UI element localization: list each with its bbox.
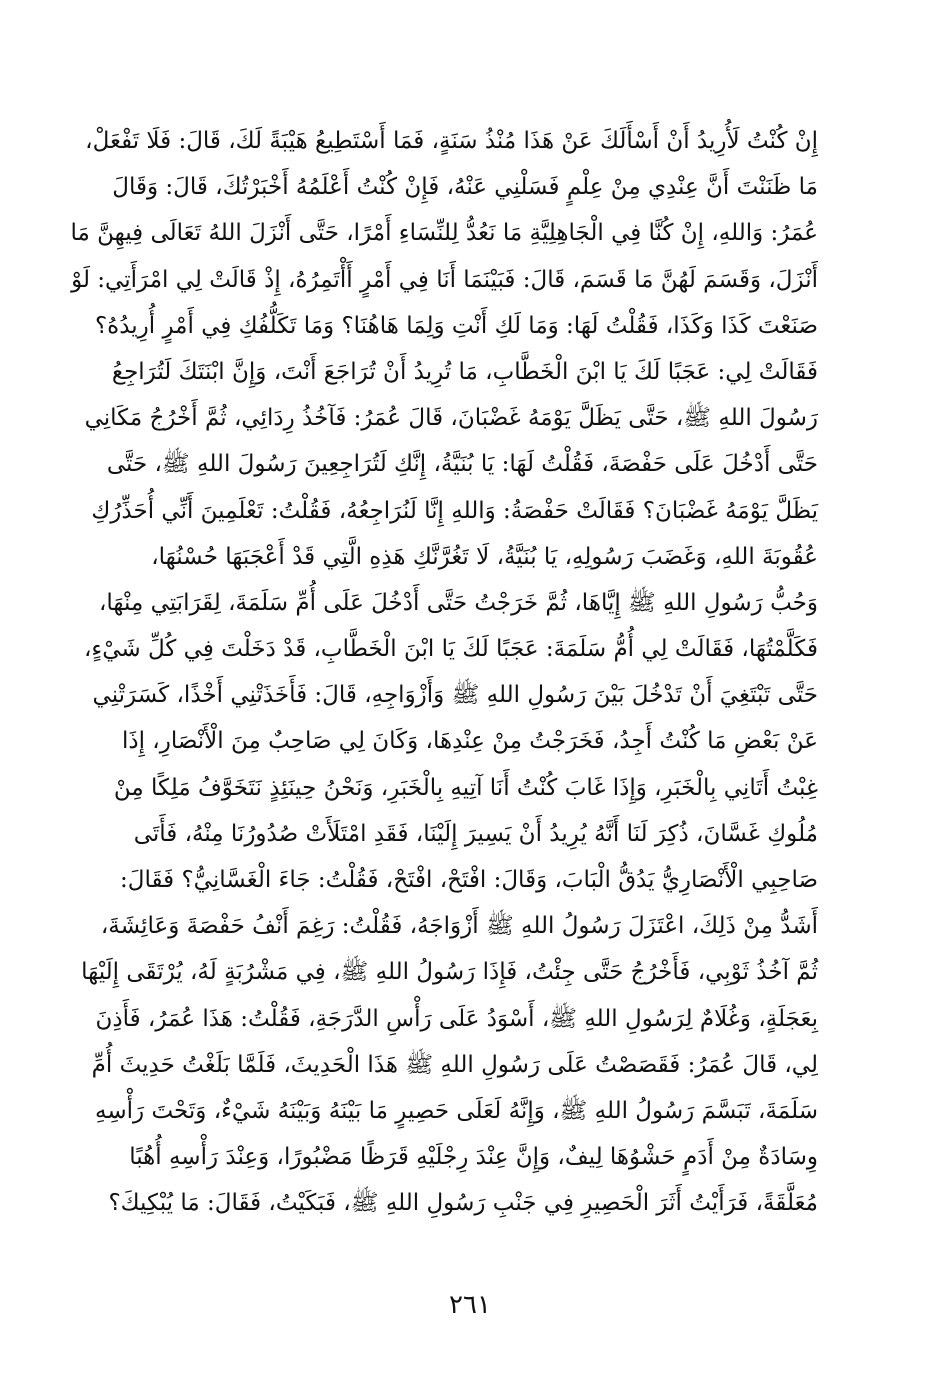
text-line: بِعَجَلَةٍ، وَغُلَامٌ لِرَسُولِ اللهِ ﷺ، أَسْوَدُ عَلَى رَأْسِ الدَّرَجَةِ، فَقُلْتُ: هَذَا عُمَرُ، فَأَذِنَ [95,1005,818,1032]
text-line: ثُمَّ آخُذُ ثَوْبِي، فَأَخْرُجُ حَتَّى جِئْتُ، فَإِذَا رَسُولُ اللهِ ﷺ، فِي مَشْرُبَةٍ لَهُ، يُرْتَقَى إِلَيْهَا [81,959,818,986]
text-line: فَكَلَّمْتُهَا، فَقَالَتْ لِي أُمُّ سَلَمَةَ: عَجَبًا لَكَ يَا ابْنَ الْخَطَّابِ، قَدْ دَخَلْتَ فِي كُلِّ شَيْءٍ، [84,636,818,663]
text-line: مُلُوكِ غَسَّانَ، ذُكِرَ لَنَا أَنَّهُ يُرِيدُ أَنْ يَسِيرَ إِلَيْنَا، فَقَدِ امْتَلَأَتْ صُدُورُنَا مِنْهُ، فَأَتَى [133,820,818,847]
text-line: صَنَعْتَ كَذَا وَكَذَا، فَقُلْتُ لَهَا: وَمَا لَكِ أَنْتِ وَلِمَا هَاهُنَا؟ وَمَا تَكَلُّفُكِ فِي أَمْرٍ أُرِيدُهُ؟ [94,312,818,339]
text-line: مَا ظَنَنْتَ أَنَّ عِنْدِي مِنْ عِلْمٍ فَسَلْنِي عَنْهُ، فَإِنْ كُنْتُ أَعْلَمُهُ أَخْبَرْتُكَ، قَالَ: وَقَالَ [112,174,818,201]
text-line: رَسُولَ اللهِ ﷺ، حَتَّى يَظَلَّ يَوْمَهُ غَضْبَانَ، قَالَ عُمَرُ: فَآخُذُ رِدَائِي، ثُمَّ أَخْرُجُ مَكَانِي [84,405,818,432]
page-number: ٢٦١ [449,1290,491,1320]
text-line: سَلَمَةَ، تَبَسَّمَ رَسُولُ اللهِ ﷺ، وَإِنَّهُ لَعَلَى حَصِيرٍ مَا بَيْنَهُ وَبَيْنَهُ شَيْءٌ، وَتَحْتَ رَأْسِهِ [95,1097,818,1124]
text-line: يَظَلَّ يَوْمَهُ غَضْبَانَ؟ فَقَالَتْ حَفْصَةُ: وَاللهِ إِنَّا لَنُرَاجِعُهُ، فَقُلْتُ: تَعْلَمِينَ أَنِّي أُحَذِّرُكِ [91,497,818,524]
text-line: مُعَلَّقَةً، فَرَأَيْتُ أَثَرَ الْحَصِيرِ فِي جَنْبِ رَسُولِ اللهِ ﷺ، فَبَكَيْتُ، فَقَالَ: مَا يُبْكِيكَ؟ [108,1190,818,1217]
text-line: عُقُوبَةَ اللهِ، وَغَضَبَ رَسُولِهِ، يَا بُنَيَّةُ، لَا تَغُرَّنَّكِ هَذِهِ الَّتِي قَدْ أَعْجَبَهَا حُسْنُهَا، [151,543,818,570]
text-line: إِنْ كُنْتُ لَأُرِيدُ أَنْ أَسْأَلَكَ عَنْ هَذَا مُنْذُ سَنَةٍ، فَمَا أَسْتَطِيعُ هَيْبَةً لَكَ، قَالَ: فَلَا تَفْعَلْ، [85,128,818,154]
text-line: حَتَّى أَدْخُلَ عَلَى حَفْصَةَ، فَقُلْتُ لَهَا: يَا بُنَيَّةُ، إِنَّكِ لَتُرَاجِعِينَ رَسُولَ اللهِ ﷺ، حَتَّى [106,451,818,478]
text-line: وَحُبُّ رَسُولِ اللهِ ﷺ إِيَّاهَا، ثُمَّ خَرَجْتُ حَتَّى أَدْخُلَ عَلَى أُمِّ سَلَمَةَ، لِقَرَابَتِي مِنْهَا، [98,589,818,616]
text-line: فَقَالَتْ لِي: عَجَبًا لَكَ يَا ابْنَ الْخَطَّابِ، مَا تُرِيدُ أَنْ تُرَاجَعَ أَنْتَ، وَإِنَّ ابْنَتَكَ لَتُرَاجِعُ [111,358,818,385]
text-line: صَاحِبِي الْأَنْصَارِيُّ يَدُقُّ الْبَابَ، وَقَالَ: افْتَحْ، افْتَحْ، فَقُلْتُ: جَاءَ الْغَسَّانِيُّ؟ فَقَالَ: [120,867,818,893]
text-line: غِبْتُ أَتَانِي بِالْخَبَرِ، وَإِذَا غَابَ كُنْتُ أَنَا آتِيهِ بِالْخَبَرِ، وَنَحْنُ حِينَئِذٍ نَتَخَوَّفُ مَلِكًا مِنْ [113,774,818,801]
text-line: أَنْزَلَ، وَقَسَمَ لَهُنَّ مَا قَسَمَ، قَالَ: فَبَيْنَمَا أَنَا فِي أَمْرٍ أَأْتَمِرُهُ، إِذْ قَالَتْ لِي امْرَأَتِي: لَوْ [71,266,818,293]
text-line: حَتَّى تَبْتَغِيَ أَنْ تَدْخُلَ بَيْنَ رَسُولِ اللهِ ﷺ وَأَزْوَاجِهِ، قَالَ: فَأَخَذَتْنِي أَخْذًا، كَسَرَتْنِي [92,682,818,709]
text-line: أَشَدُّ مِنْ ذَلِكَ، اعْتَزَلَ رَسُولُ اللهِ ﷺ أَزْوَاجَهُ، فَقُلْتُ: رَغِمَ أَنْفُ حَفْصَةَ وَعَائِشَةَ، [100,913,818,940]
text-line: لِي، قَالَ عُمَرُ: فَقَصَصْتُ عَلَى رَسُولِ اللهِ ﷺ هَذَا الْحَدِيثَ، فَلَمَّا بَلَغْتُ حَدِيثَ أُمِّ [91,1051,818,1078]
text-line: عَنْ بَعْضِ مَا كُنْتُ أَجِدُ، فَخَرَجْتُ مِنْ عِنْدِهَا، وَكَانَ لِي صَاحِبٌ مِنَ الْأَنْصَارِ، إِذَا [121,728,818,755]
text-line: عُمَرُ: وَاللهِ، إِنْ كُنَّا فِي الْجَاهِلِيَّةِ مَا نَعُدُّ لِلنِّسَاءِ أَمْرًا، حَتَّى أَنْزَلَ اللهُ تَعَالَى فِيهِنَّ مَا [70,220,818,247]
arabic-text-block [70,118,818,1227]
text-line: وِسَادَةٌ مِنْ أَدَمٍ حَشْوُهَا لِيفٌ، وَإِنَّ عِنْدَ رِجْلَيْهِ قَرَظًا مَضْبُورًا، وَعِنْدَ رَأْسِهِ أُهُبًا [129,1144,818,1171]
